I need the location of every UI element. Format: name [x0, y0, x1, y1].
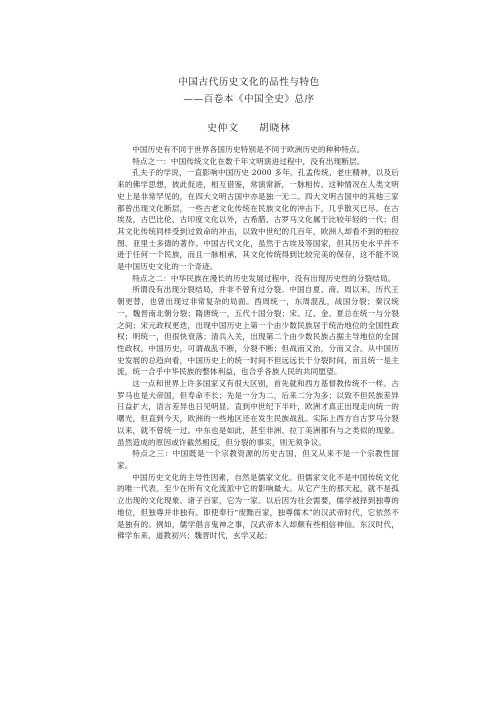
- document-body: [117, 144, 399, 542]
- paragraph: 所谓没有出现分裂结局，并非不曾有过分裂。中国自夏、商、周以来，历代王朝更替，也曾出现过非常复杂的局面。西周统一，东周混乱，战国分裂；秦汉统一，魏晋南北朝分裂；隋唐统一，五代十国分裂；宋、辽、金、夏总在统一与分裂之间；宋元政权更迭，出现中国历史上第一个由少数民族居于统治地位的全国性政权；明统一，但很快衰落；清兵入关，出现第二个由少数民族占据主导地位的全国性政权。中国历史，可谓战乱不断，分裂不断；但战而又治，分而又合。从中国历史发展的总趋向看，中国历史上的统一时间不但远远长于分裂时间，而且统一是主流，统一合乎中华民族的整体利益，也合乎各族人民的共同愿望。: [117, 285, 399, 377]
- paragraph: 特点之二：中华民族在漫长的历史发展过程中，没有出现历史性的分裂结局。: [132, 273, 396, 283]
- authors-line: [0, 123, 498, 135]
- paragraph: 特点之一：中国传统文化在数千年文明演进过程中，没有出现断层。: [132, 156, 365, 166]
- paragraph: 中国历史有不同于世界各国历史特别是不同于欧洲历史的种种特点。: [132, 145, 365, 154]
- author-name: 史仲文: [207, 123, 239, 134]
- paragraph: 孔夫子的学说，一直影响中国历史 2000 多年。孔孟传统、老庄精神，以及后来的佛学思想，彼此促进，相互借鉴，常演常新，一脉相传。这种情况在人类文明史上是非常罕见的，在四大文明古国中亦是独一无二。四大文明古国中的其他三家都曾出现文化断层，一些古老文化传统在民族文化的冲击下，几乎散灭已尽。在古埃及，古巴比伦、古印度文化以外，古希腊、古罗马文化属于比较年轻的一代；但其文化传统同样受到过致命的冲击，以致中世纪的几百年，欧洲人却看不到的柏拉图、亚里士多德的著作。中国古代文化，虽然于古埃及等国家，但其历史水平并不逊于任何一个民族，而且一脉相承，其文化传统得到比较完美的保存，这不能不说是中国历史文化的一个奇迹。: [117, 168, 399, 272]
- paragraph: 特点之三：中国既是一个宗教资源的历史古国，但又从来不是一个宗教性国家。: [117, 449, 399, 470]
- document-title: 中国古代历史文化的品性与特色: [178, 77, 320, 88]
- paragraph: 这一点和世界上许多国家又有很大区别，首先就和西方基督教传统不一样。古罗马也是大帝国，但寿命不长；先是一分为二，后来二分为多；以致不但民族差异日益扩大，语言差异也日见明显。直到中世纪下半叶，欧洲才真正出现走向统一的曙光，但直到今天，欧洲的一些地区还在发生民族战乱。实际上西方自古罗马分裂以来，就不曾统一过。中东也是如此，甚至非洲、拉丁美洲都有与之类似的现象。虽然造成的原因或许截然相反，但分裂的事实，则无须争议。: [117, 379, 399, 447]
- author-name: 胡晓林: [259, 123, 291, 134]
- paragraph: 中国历史文化的主导性因素，自然是儒家文化。但儒家文化不是中国传统文化的唯一代表。至少在所有文化流派中它的影响最大。从它产生的那天起，就不是孤立出现的文化现象。诸子百家，它为一家。以后因为社会需要，儒学被择到独尊的地位，但独尊并非独有。即使奉行“废黜百家，独尊儒术”的汉武帝时代，它依然不是独有的。例如，儒学倡言鬼神之事，汉武帝本人却颇有些相信神仙。东汉时代，佛学东来，道教初兴；魏晋时代，玄学又起；: [117, 472, 399, 541]
- document-subtitle: ——百卷本《中国全史》总序: [183, 94, 315, 105]
